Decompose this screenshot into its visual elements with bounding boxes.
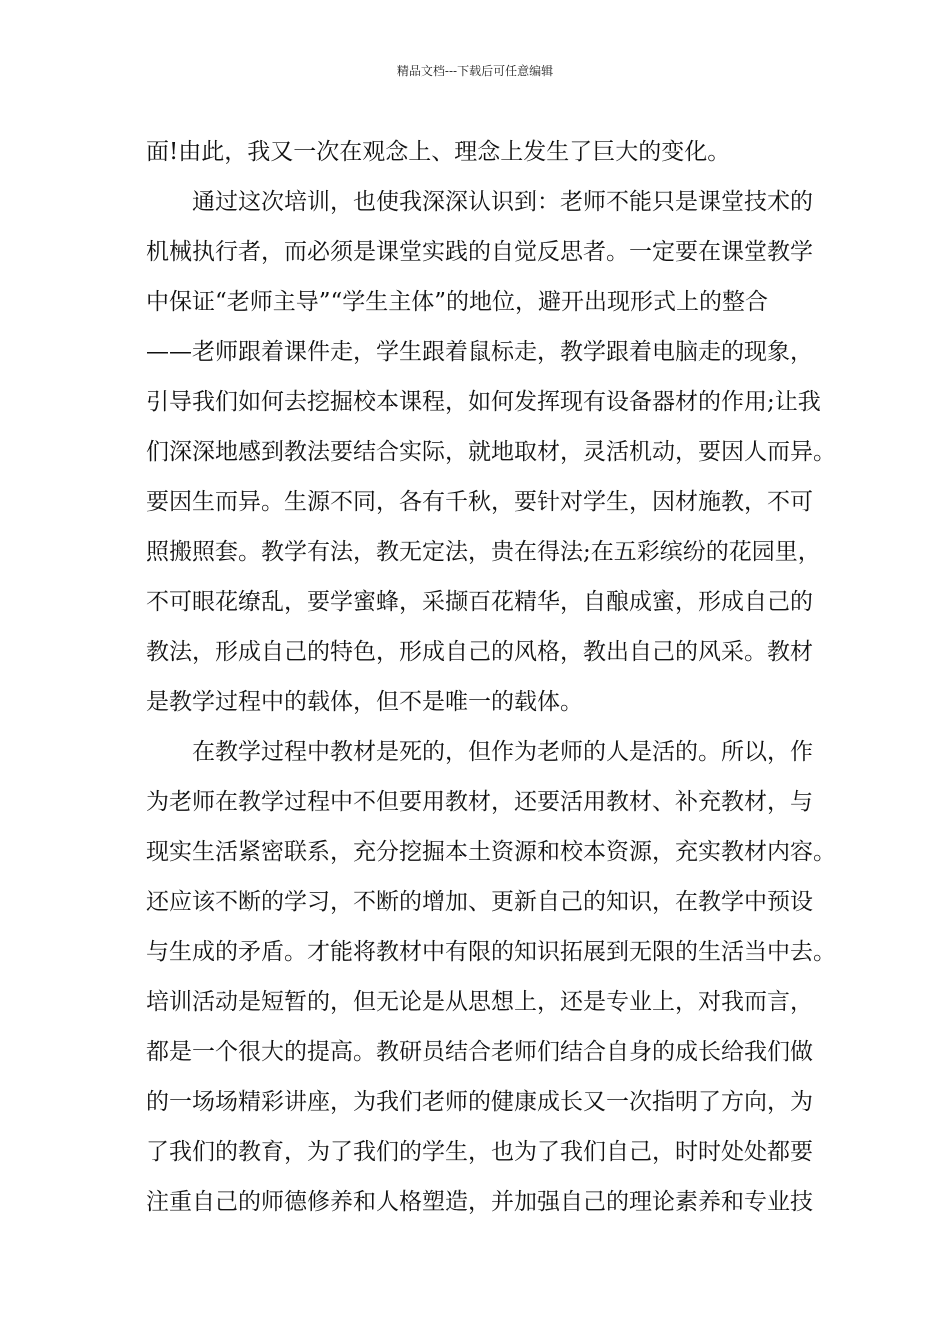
text-line: 中保证“老师主导”“学生主体”的地位，避开出现形式上的整合 xyxy=(146,289,769,315)
text-line: 都是一个很大的提高。教研员结合老师们结合自身的成长给我们做 xyxy=(146,1039,813,1065)
text-line: 还应该不断的学习，不断的增加、更新自己的知识，在教学中预设 xyxy=(146,889,813,915)
page-header: 精品文档---下载后可任意编辑 xyxy=(396,64,554,78)
text-line: 机械执行者，而必须是课堂实践的自觉反思者。一定要在课堂教学 xyxy=(146,239,813,265)
text-line: 了我们的教育，为了我们的学生，也为了我们自己，时时处处都要 xyxy=(146,1139,813,1165)
text-line: 要因生而异。生源不同，各有千秋，要针对学生，因材施教，不可 xyxy=(146,489,813,515)
text-line: 培训活动是短暂的，但无论是从思想上，还是专业上，对我而言， xyxy=(146,989,813,1015)
text-line: 注重自己的师德修养和人格塑造，并加强自己的理论素养和专业技 xyxy=(146,1189,813,1215)
text-line: 引导我们如何去挖掘校本课程，如何发挥现有设备器材的作用;让我 xyxy=(146,389,821,415)
text-line: ——老师跟着课件走，学生跟着鼠标走，教学跟着电脑走的现象， xyxy=(146,339,813,365)
text-line: 通过这次培训，也使我深深认识到：老师不能只是课堂技术的 xyxy=(192,189,813,215)
text-line: 的一场场精彩讲座，为我们老师的健康成长又一次指明了方向，为 xyxy=(146,1089,813,1115)
text-line: 照搬照套。教学有法，教无定法，贵在得法;在五彩缤纷的花园里， xyxy=(146,539,821,565)
text-line: 在教学过程中教材是死的，但作为老师的人是活的。所以，作 xyxy=(192,739,813,765)
text-line: 与生成的矛盾。才能将教材中有限的知识拓展到无限的生活当中去。 xyxy=(146,939,836,965)
text-line: 是教学过程中的载体，但不是唯一的载体。 xyxy=(146,689,583,715)
body-text xyxy=(146,127,836,1227)
text-line: 们深深地感到教法要结合实际，就地取材，灵活机动，要因人而异。 xyxy=(146,439,836,465)
text-line: 不可眼花缭乱，要学蜜蜂，采撷百花精华，自酿成蜜，形成自己的 xyxy=(146,589,813,615)
text-line: 面!由此，我又一次在观念上、理念上发生了巨大的变化。 xyxy=(146,139,731,165)
text-line: 教法，形成自己的特色，形成自己的风格，教出自己的风采。教材 xyxy=(146,639,813,665)
text-line: 为老师在教学过程中不但要用教材，还要活用教材、补充教材，与 xyxy=(146,789,813,815)
text-line: 现实生活紧密联系，充分挖掘本土资源和校本资源，充实教材内容。 xyxy=(146,839,836,865)
